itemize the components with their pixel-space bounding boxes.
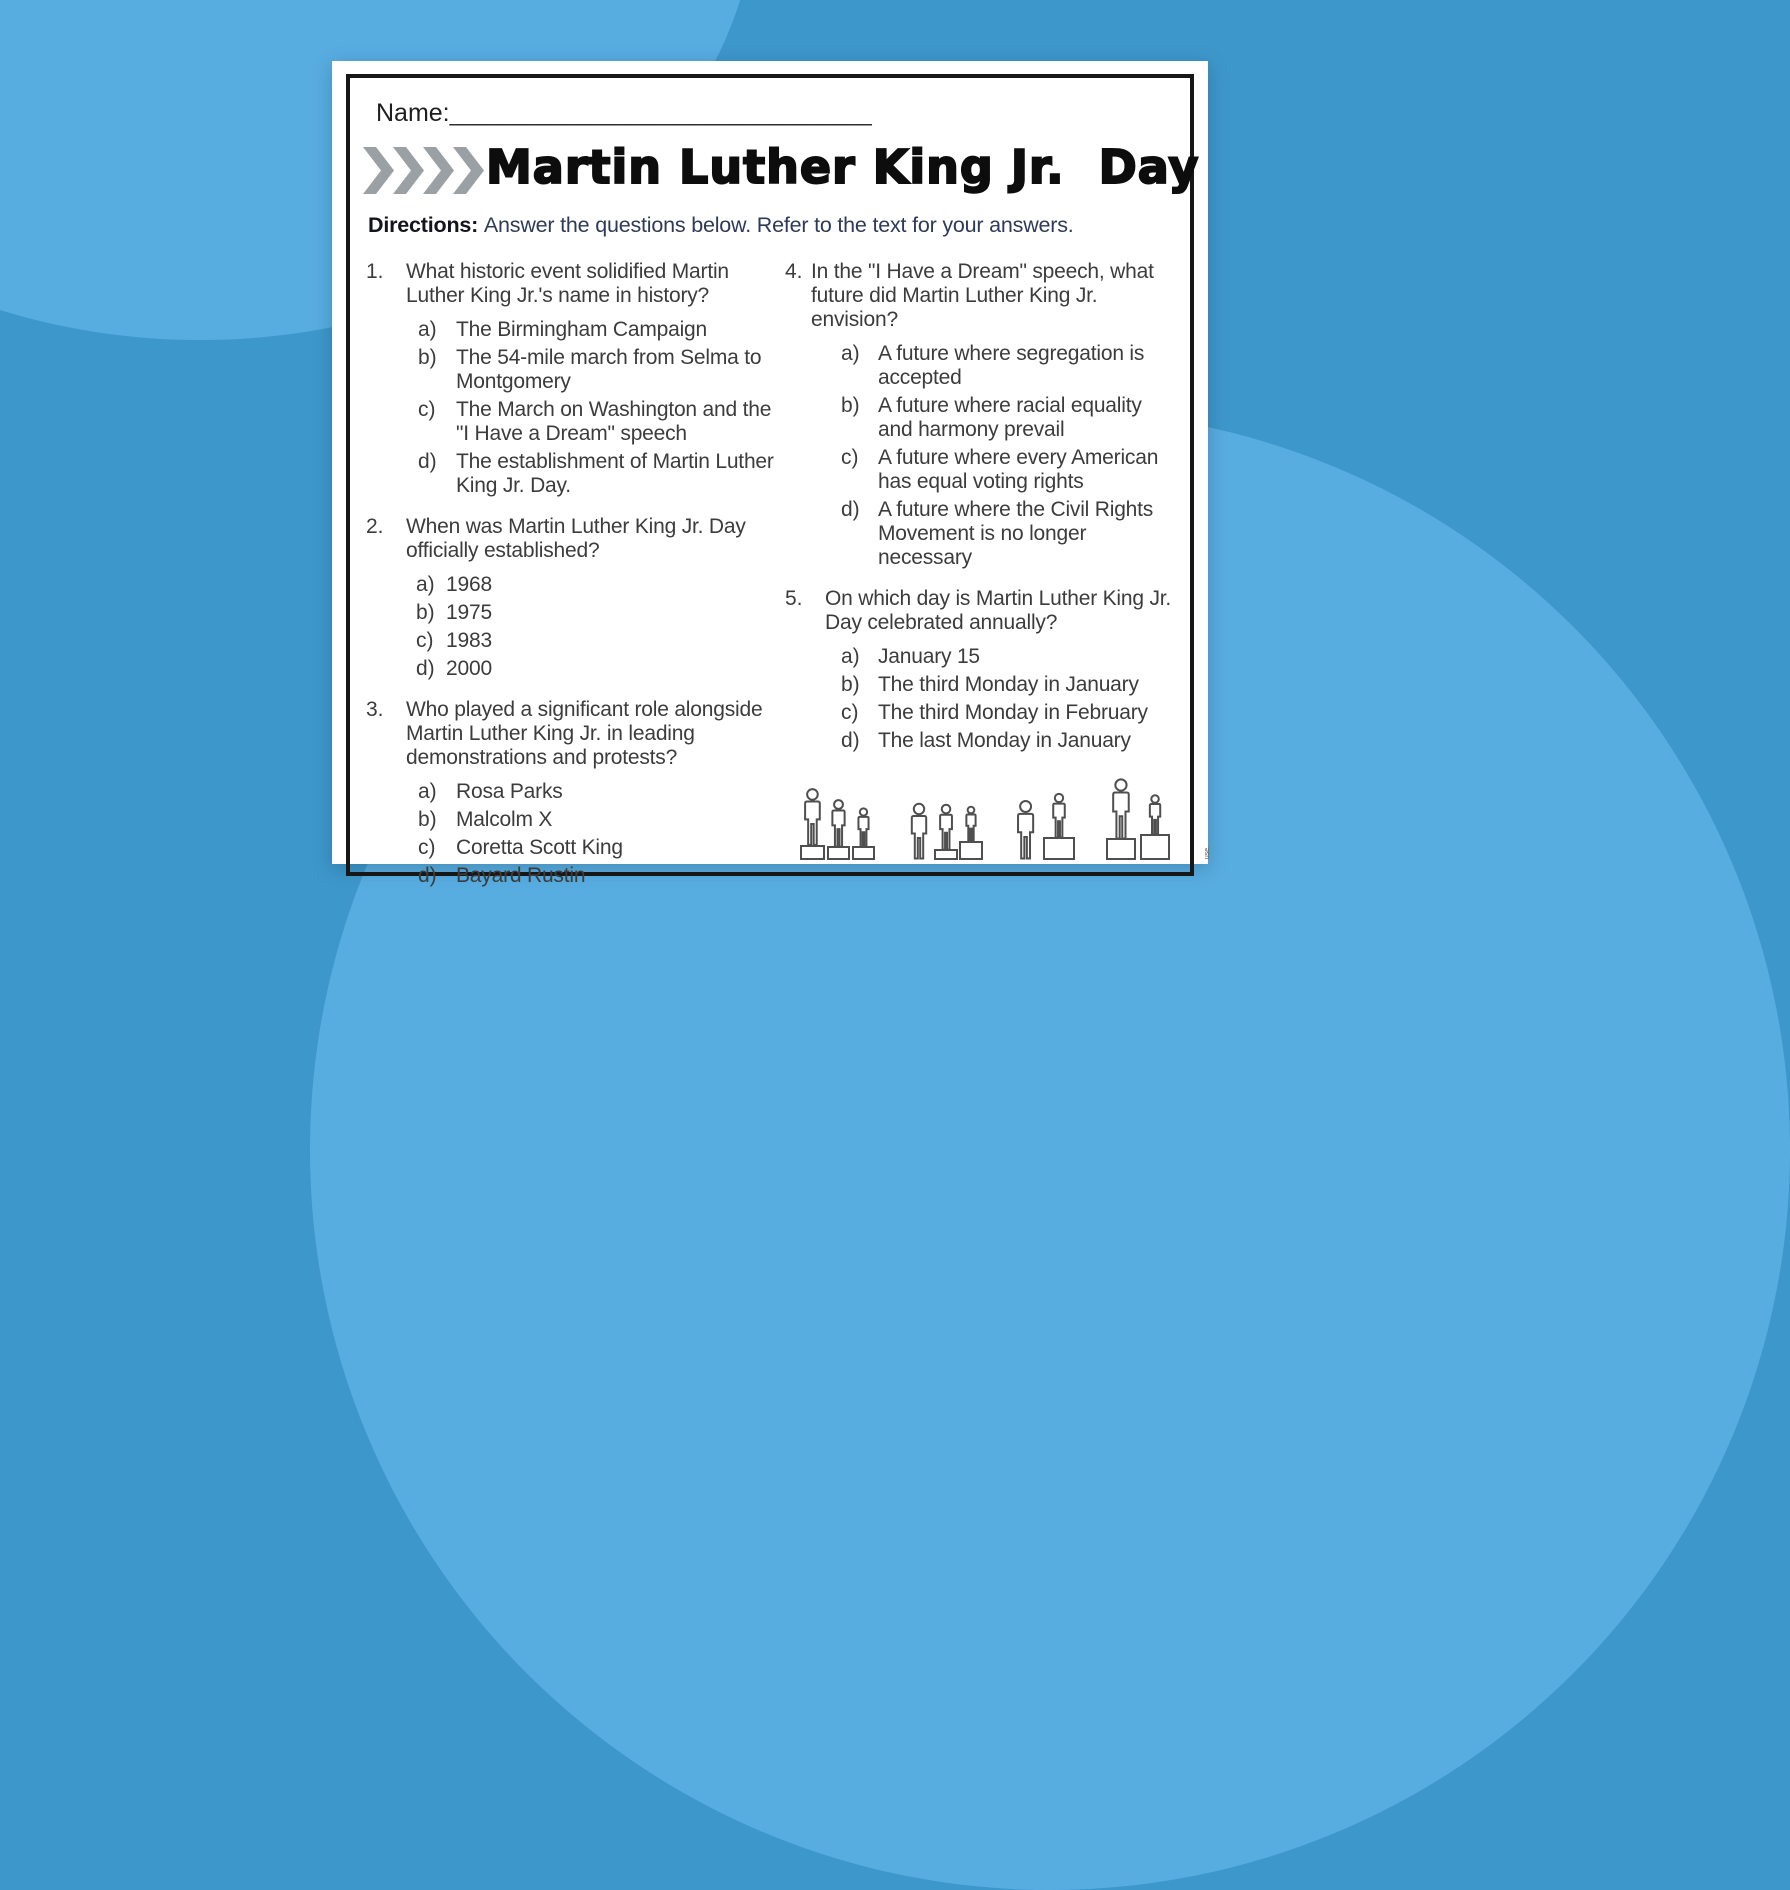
- page-edge-fine-print: use.: [1203, 845, 1211, 860]
- question-number: 3.: [366, 698, 384, 721]
- three-people-equity-boxes-icon: [905, 783, 983, 861]
- question-4: [785, 260, 1177, 570]
- question-text: In the "I Have a Dream" speech, what future did Martin Luther King Jr. envision?: [811, 260, 1154, 331]
- question-3: [366, 698, 778, 888]
- directions-label: Directions: [368, 213, 472, 237]
- option-letter: b): [418, 808, 437, 831]
- options-list: [366, 318, 778, 498]
- option-text: The last Monday in January: [878, 729, 1131, 752]
- option: [366, 629, 778, 653]
- directions: Directions: Answer the questions below. Refer to the text for your answers.: [368, 213, 1074, 237]
- worksheet-title: Martin Luther King Jr. Day: [486, 140, 1200, 194]
- question-2: [366, 515, 778, 681]
- option: [366, 836, 778, 860]
- option-letter: c): [841, 701, 859, 724]
- option: [785, 446, 1177, 494]
- question-text: On which day is Martin Luther King Jr. Day celebrated annually?: [825, 587, 1172, 634]
- option-letter: c): [841, 446, 859, 469]
- questions-column-left: [366, 260, 778, 905]
- option-letter: c): [418, 398, 436, 421]
- option-text: 2000: [446, 657, 492, 680]
- option-letter: a): [416, 573, 435, 596]
- option: [785, 645, 1177, 669]
- option-letter: b): [841, 673, 860, 696]
- option: [785, 701, 1177, 725]
- option-text: A future where every American has equal voting rights: [878, 446, 1159, 493]
- question-number: 5.: [785, 587, 803, 610]
- option-letter: a): [418, 318, 437, 341]
- question-number: 4.: [785, 260, 803, 283]
- option: [366, 864, 778, 888]
- options-list: [366, 780, 778, 888]
- question-text: What historic event solidified Martin Luther King Jr.'s name in history?: [406, 260, 729, 307]
- two-people-on-boxes-icon: [1106, 777, 1172, 861]
- option-text: The 54-mile march from Selma to Montgomery: [456, 346, 762, 393]
- option: [366, 808, 778, 832]
- option: [785, 342, 1177, 390]
- option-letter: b): [418, 346, 437, 369]
- option-letter: d): [418, 864, 437, 887]
- option: [366, 573, 778, 597]
- question-text: Who played a significant role alongside Martin Luther King Jr. in leading demonstrations and protests?: [406, 698, 763, 769]
- options-list: [366, 573, 778, 681]
- three-people-on-equal-boxes-icon: [800, 785, 876, 861]
- option-text: The March on Washington and the "I Have a Dream" speech: [456, 398, 772, 445]
- option-letter: a): [841, 645, 860, 668]
- question-5: [785, 587, 1177, 753]
- option: [366, 657, 778, 681]
- name-row: [376, 99, 872, 128]
- option-text: 1968: [446, 573, 492, 596]
- option-text: The third Monday in February: [878, 701, 1148, 724]
- option-letter: d): [418, 450, 437, 473]
- option-text: 1975: [446, 601, 492, 624]
- question-1: [366, 260, 778, 498]
- option: [366, 318, 778, 342]
- option: [785, 729, 1177, 753]
- option-text: Bayard Rustin: [456, 864, 586, 887]
- option-text: The establishment of Martin Luther King Jr. Day.: [456, 450, 774, 497]
- two-people-one-box-icon: [1013, 781, 1077, 861]
- option: [366, 450, 778, 498]
- questions-column-right: [785, 260, 1177, 770]
- option: [366, 780, 778, 804]
- option-letter: b): [841, 394, 860, 417]
- chevron-arrows-icon: [363, 147, 485, 194]
- option-text: The third Monday in January: [878, 673, 1139, 696]
- option-text: Coretta Scott King: [456, 836, 623, 859]
- option-letter: b): [416, 601, 435, 624]
- option-text: A future where the Civil Rights Movement is no longer necessary: [878, 498, 1154, 569]
- option-letter: c): [418, 836, 436, 859]
- option-text: A future where segregation is accepted: [878, 342, 1145, 389]
- option: [366, 398, 778, 446]
- option-letter: c): [416, 629, 434, 652]
- worksheet-page: [332, 61, 1211, 887]
- option: [785, 673, 1177, 697]
- option: [366, 601, 778, 625]
- option-letter: d): [841, 498, 860, 521]
- option-letter: d): [841, 729, 860, 752]
- name-blank-line: _________________________________: [449, 100, 872, 126]
- question-text: When was Martin Luther King Jr. Day officially established?: [406, 515, 746, 562]
- option-text: The Birmingham Campaign: [456, 318, 708, 341]
- option-text: 1983: [446, 629, 492, 652]
- question-number: 2.: [366, 515, 384, 538]
- option-letter: d): [416, 657, 435, 680]
- option-letter: a): [841, 342, 860, 365]
- directions-text: Answer the questions below. Refer to the text for your answers.: [483, 213, 1074, 237]
- option: [785, 498, 1177, 570]
- name-label: Name:: [376, 99, 450, 127]
- option-text: A future where racial equality and harmony prevail: [878, 394, 1142, 441]
- option-text: Malcolm X: [456, 808, 553, 831]
- options-list: [785, 342, 1177, 570]
- option: [366, 346, 778, 394]
- equality-figures-row: [800, 777, 1172, 861]
- question-number: 1.: [366, 260, 384, 283]
- option-text: January 15: [878, 645, 980, 668]
- option-letter: a): [418, 780, 437, 803]
- options-list: [785, 645, 1177, 753]
- option: [785, 394, 1177, 442]
- option-text: Rosa Parks: [456, 780, 563, 803]
